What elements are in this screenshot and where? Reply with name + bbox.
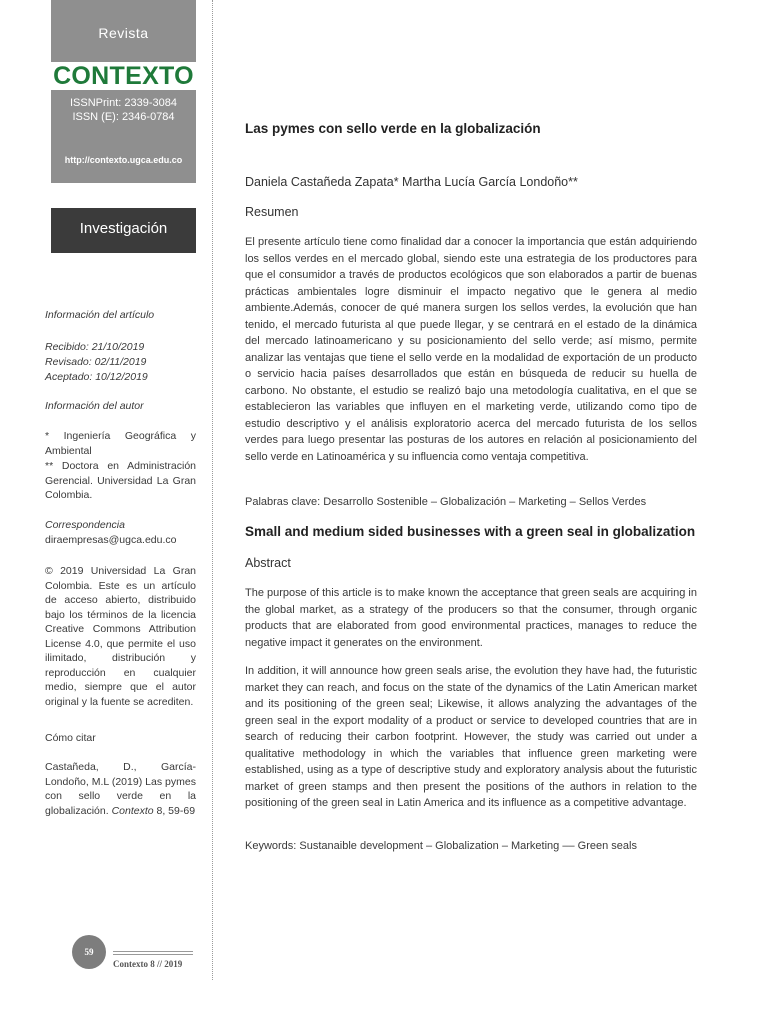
article-authors: Daniela Castañeda Zapata* Martha Lucía García Londoño** bbox=[245, 175, 578, 189]
footer-journal-issue: Contexto 8 // 2019 bbox=[113, 959, 183, 969]
correspondence-email-link[interactable]: diraempresas@ugca.edu.co bbox=[45, 534, 177, 546]
issn-print: ISSNPrint: 2339-3084 bbox=[69, 97, 177, 109]
journal-label: Revista bbox=[98, 25, 149, 41]
author1-affiliation: * Ingeniería Geográfica y Ambiental bbox=[45, 430, 196, 457]
abstract-heading: Abstract bbox=[245, 556, 291, 570]
resumen-heading: Resumen bbox=[245, 205, 299, 219]
citation-main: Castañeda, D., García-Londoño, M.L (2019) Las pymes con sello verde en la globalización. bbox=[45, 761, 196, 817]
article-title-spanish: Las pymes con sello verde en la globalización bbox=[245, 121, 541, 136]
keywords-english: Keywords: Sustanaible development – Globalization – Marketing –– Green seals bbox=[245, 840, 637, 852]
citation-volume-pages: 8, 59-69 bbox=[153, 804, 196, 817]
issn-electronic: ISSN (E): 2346-0784 bbox=[72, 111, 175, 123]
received-date: Recibido: 21/10/2019 bbox=[45, 341, 145, 353]
author-info-heading: Información del autor bbox=[45, 400, 144, 412]
abstract-paragraph-2: In addition, it will announce how green seals arise, the evolution they have had, the futuristic market they can reach, and focus on the state of the dynamics of the Latin American market and its positioning of the green seal; Likewise, it allows analyzing the advantages of the green seal in the export modality of a product or service to developed countries that are in search of reducing their carbon footprint. However, the study was carried out under a qualitative methodology in which the variables that influence green marketing were established, using as a type of descriptive study and exploratory analysis about the futuristic market of green stamps and then present the positions of the authors in relation to the positioning of the green seal in Latin America and its influence as a competitive advantage. bbox=[245, 665, 697, 809]
license-text: © 2019 Universidad La Gran Colombia. Este es un artículo de acceso abierto, distribuido bajo los términos de la licencia Creative Commons Attribution License 4.0, que permite el uso ilimitado, distribución y reproducción en cualquier medio, siempre que el autor original y la fuente se acrediten. bbox=[45, 565, 196, 708]
article-info-heading: Información del artículo bbox=[45, 309, 155, 321]
footer-rule-bottom bbox=[113, 954, 193, 955]
article-title-english: Small and medium sided businesses with a green seal in globalization bbox=[245, 524, 696, 539]
resumen-paragraph: El presente artículo tiene como finalidad dar a conocer la importancia que están adquiriendo los sellos verdes en el mercado global, siendo este una estrategia de los productores para que el consumidor a través de productos ecológicos que son elaborados a partir de buenas prácticas ambientales logre disminuir el impacto negativo que le genera al medio ambiente.Además, conocer de qué manera surgen los sellos verdes, la evolución que han tenido, el mercado futurista al que puede llegar, y se centrará en el estado de la dinámica del mercado latinoamericano y su posicionamiento del sello verde; así mismo, permite analizar las ventajas que tiene el sello verde en la modalidad de exportación de un producto o servicio hacia países desarrollados que están en búsqueda de reducir su huella de carbono. No obstante, el estudio se realizó bajo una metodología cualitativa, en el que se establecieron las variables que influyen en el marketing verde, utilizando como tipo de estudio descriptivo y el análisis exploratorio acerca del mercado futurista de los sellos verdes para luego presentar las posturas de los autores en relación al posicionamiento del sello verde en Latinoamérica y su influencia como ventaja competitiva. bbox=[245, 236, 697, 463]
abstract-paragraph-1: The purpose of this article is to make known the acceptance that green seals are acquiring in the global market, as a strategy of the producers so that the consumer, through organic products that are elaborated from good environmental practices, manages to reduce the negative impact it generates on the environment. bbox=[245, 587, 697, 649]
accepted-date: Aceptado: 10/12/2019 bbox=[45, 371, 148, 383]
correspondence-heading: Correspondencia bbox=[45, 519, 125, 531]
citation-text bbox=[45, 760, 196, 818]
citation-journal: Contexto bbox=[111, 804, 154, 817]
revised-date: Revisado: 02/11/2019 bbox=[45, 356, 147, 368]
journal-url-link[interactable]: http://contexto.ugca.edu.co bbox=[64, 155, 183, 165]
cite-heading: Cómo citar bbox=[45, 732, 96, 744]
keywords-spanish: Palabras clave: Desarrollo Sostenible – Globalización – Marketing – Sellos Verdes bbox=[245, 496, 647, 508]
column-divider bbox=[212, 0, 213, 980]
journal-logo-text: CONTEXTO bbox=[53, 62, 194, 90]
section-label: Investigación bbox=[51, 208, 196, 253]
footer-rule-top bbox=[113, 951, 193, 952]
journal-logo bbox=[51, 62, 196, 90]
page-number-badge: 59 bbox=[72, 935, 106, 969]
author2-affiliation: ** Doctora en Administración Gerencial. Universidad La Gran Colombia. bbox=[45, 460, 196, 501]
